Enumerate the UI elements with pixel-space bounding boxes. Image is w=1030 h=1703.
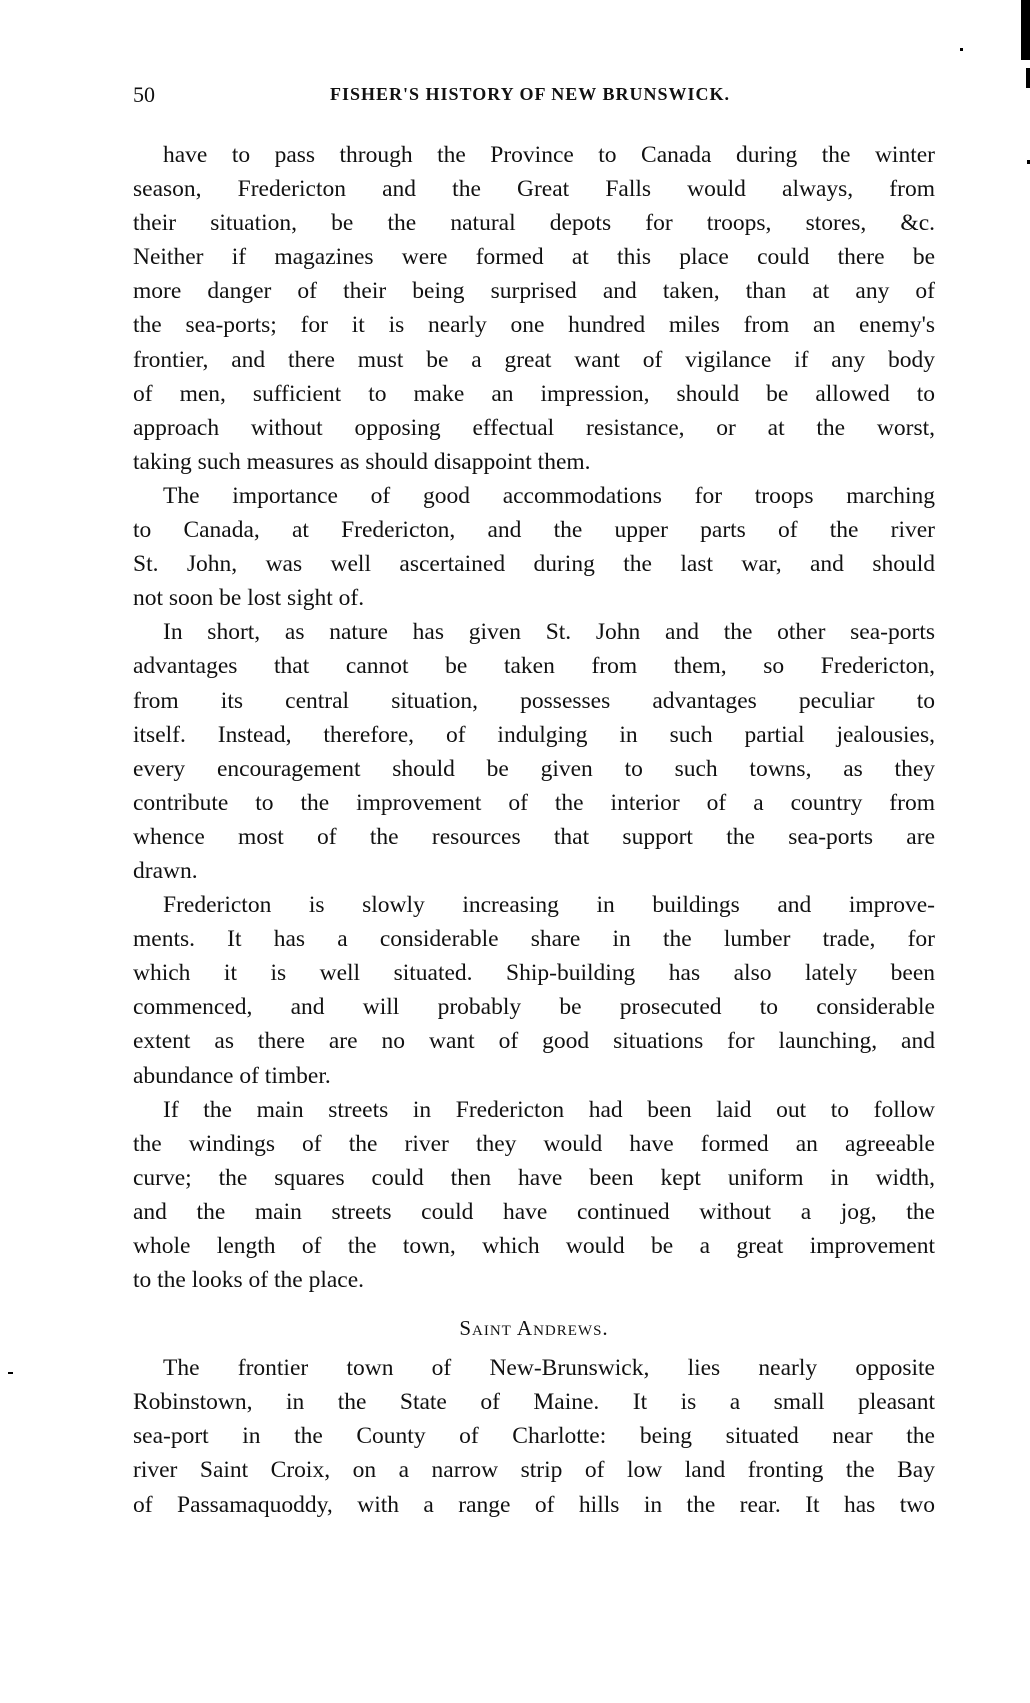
text-line: every encouragement should be given to such towns, as they <box>133 755 935 782</box>
text-line: ments. It has a considerable share in the lumber trade, for <box>133 926 935 953</box>
scan-speck <box>8 1372 13 1374</box>
text-line: extent as there are no want of good situations for launching, and <box>133 1028 935 1055</box>
text-line: drawn. <box>133 857 198 884</box>
text-line: Fredericton is slowly increasing in buildings and improve- <box>163 892 935 919</box>
text-line: of men, sufficient to make an impression, should be allowed to <box>133 380 935 407</box>
page-body <box>133 138 935 1522</box>
text-line: the sea-ports; for it is nearly one hundred miles from an enemy's <box>133 312 935 339</box>
section-heading: Saint Andrews. <box>459 1316 609 1341</box>
text-line: frontier, and there must be a great want of vigilance if any body <box>133 346 935 373</box>
text-line: curve; the squares could then have been kept uniform in width, <box>133 1164 935 1191</box>
text-line: The frontier town of New-Brunswick, lies nearly opposite <box>163 1355 935 1382</box>
text-line: itself. Instead, therefore, of indulging in such partial jealousies, <box>133 721 935 748</box>
text-line: have to pass through the Province to Canada during the winter <box>163 142 935 168</box>
text-line: If the main streets in Fredericton had been laid out to follow <box>163 1096 935 1123</box>
text-line: to the looks of the place. <box>133 1267 365 1294</box>
scan-speck <box>960 48 963 51</box>
page-number: 50 <box>133 82 155 107</box>
text-line: the windings of the river they would have formed an agreeable <box>133 1130 935 1157</box>
text-line: and the main streets could have continued without a jog, the <box>133 1198 935 1225</box>
text-line: commenced, and will probably be prosecuted to considerable <box>133 994 935 1021</box>
text-line: whence most of the resources that support the sea-ports are <box>133 823 935 850</box>
text-line: taking such measures as should disappoint them. <box>133 448 591 475</box>
text-line: not soon be lost sight of. <box>133 585 365 612</box>
text-line: sea-port in the County of Charlotte: being situated near the <box>133 1423 935 1450</box>
running-title: FISHER'S HISTORY OF NEW BRUNSWICK. <box>330 84 730 104</box>
text-line: river Saint Croix, on a narrow strip of low land fronting the Bay <box>133 1457 935 1484</box>
text-line: approach without opposing effectual resistance, or at the worst, <box>133 414 935 441</box>
text-line: The importance of good accommodations for troops marching <box>163 482 935 509</box>
text-line: more danger of their being surprised and taken, than at any of <box>133 278 935 305</box>
text-line: Neither if magazines were formed at this place could there be <box>133 244 935 271</box>
text-line: advantages that cannot be taken from them, so Fredericton, <box>133 653 935 680</box>
text-line: abundance of timber. <box>133 1062 331 1089</box>
scan-edge-mark <box>1021 0 1030 60</box>
text-line: of Passamaquoddy, with a range of hills in the rear. It has two <box>133 1491 935 1518</box>
scan-edge-mark <box>1026 68 1030 88</box>
text-line: whole length of the town, which would be a great improvement <box>133 1233 935 1259</box>
text-line: to Canada, at Fredericton, and the upper parts of the river <box>133 517 935 544</box>
text-line: from its central situation, possesses advantages peculiar to <box>133 687 935 714</box>
text-line: Robinstown, in the State of Maine. It is a small pleasant <box>133 1389 935 1416</box>
text-line: season, Fredericton and the Great Falls would always, from <box>133 176 935 203</box>
text-line: which it is well situated. Ship-building has also lately been <box>133 960 935 987</box>
text-line: In short, as nature has given St. John and the other sea-ports <box>163 619 935 646</box>
text-line: their situation, be the natural depots for troops, stores, &c. <box>133 210 935 237</box>
text-line: contribute to the improvement of the interior of a country from <box>133 789 935 816</box>
text-line: St. John, was well ascertained during the last war, and should <box>133 551 935 578</box>
